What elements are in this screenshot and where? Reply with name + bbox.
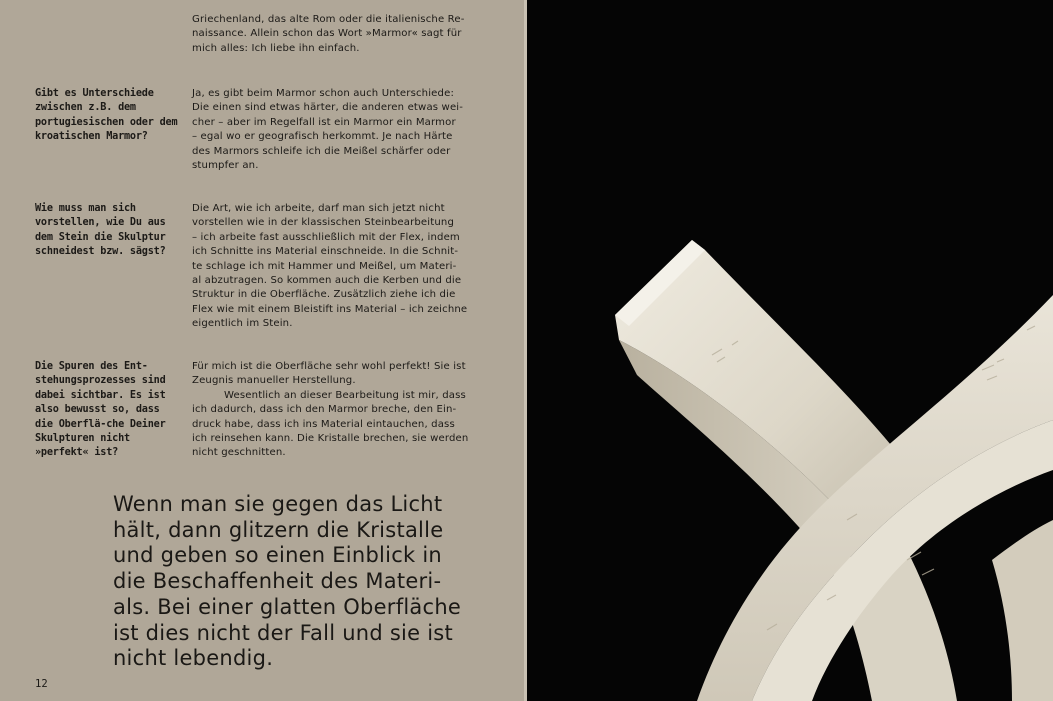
answer-line: Die Art, wie ich arbeite, darf man sich jetzt nicht: [192, 203, 445, 214]
sculpture-band-right: [992, 520, 1053, 701]
answer-line: naissance. Allein schon das Wort »Marmor« sagt für: [192, 28, 462, 40]
answer-line: des Marmors schleife ich die Meißel schärfer oder: [192, 145, 451, 157]
pull-quote-line: nicht lebendig.: [113, 646, 274, 671]
pull-quote-line: und geben so einen Einblick in: [113, 543, 442, 568]
pull-quote-line: die Beschaffenheit des Materi-: [113, 569, 442, 594]
answer-line: Flex wie mit einem Bleistift ins Material – ich zeichne: [192, 303, 468, 315]
answer-line: – egal wo er geografisch herkommt. Je nach Härte: [192, 131, 453, 143]
answer-line: Zeugnis manueller Herstellung.: [192, 375, 356, 387]
answer-marble-differences: [192, 87, 490, 173]
answer-line: eigentlich im Stein.: [192, 318, 293, 330]
text-page: [0, 0, 526, 701]
answer-line: Ja, es gibt beim Marmor schon auch Unterschiede:: [192, 88, 455, 99]
answer-line: Wesentlich an dieser Bearbeitung ist mir, dass: [224, 389, 466, 401]
answer-surface-traces: [192, 360, 490, 461]
page-number: 12: [35, 678, 48, 690]
answer-line: vorstellen wie in der klassischen Steinbearbeitung: [192, 217, 455, 229]
answer-line: druck habe, dass ich ins Material eintauchen, dass: [192, 418, 455, 430]
pull-quote-line: ist dies nicht der Fall und sie ist: [113, 620, 453, 645]
question-surface-traces: Die Spuren des Ent-stehungsprozesses sind dabei sichtbar. Es ist also bewusst so, dass die Oberflä-che Deiner Skulpturen nicht »perfekt« ist?: [35, 361, 166, 459]
answer-line: Für mich ist die Oberfläche sehr wohl perfekt! Sie ist: [192, 361, 466, 372]
answer-line: Die einen sind etwas härter, die anderen etwas wei-: [192, 102, 464, 114]
answer-line: nicht geschnitten.: [192, 447, 286, 459]
photo-page: [527, 0, 1053, 701]
answer-line: ich Schnitte ins Material einschneide. In die Schnit-: [192, 246, 459, 258]
answer-line: ich reinsehen kann. Die Kristalle brechen, sie werden: [192, 433, 469, 445]
answer-line: te schlage ich mit Hammer und Meißel, um Materi-: [192, 260, 457, 272]
answer-line: Struktur in die Oberfläche. Zusätzlich ziehe ich die: [192, 289, 456, 301]
question-marble-differences: Gibt es Unterschiede zwischen z.B. dem portugiesischen oder dem kroatischen Marmor?: [35, 88, 178, 143]
answer-line: Griechenland, das alte Rom oder die italienische Re-: [192, 14, 465, 25]
answer-line: ich dadurch, dass ich den Marmor breche, den Ein-: [192, 404, 457, 416]
answer-cutting-method: [192, 202, 490, 332]
pull-quote-line: hält, dann glitzern die Kristalle: [113, 517, 444, 542]
marble-sculpture-photo: [527, 0, 1053, 701]
pull-quote: [113, 492, 493, 672]
pull-quote-line: als. Bei einer glatten Oberfläche: [113, 594, 462, 619]
answer-line: cher – aber im Regelfall ist ein Marmor ein Marmor: [192, 116, 456, 128]
answer-line: mich alles: Ich liebe ihn einfach.: [192, 42, 360, 54]
answer-line: stumpfer an.: [192, 160, 259, 172]
pull-quote-line: Wenn man sie gegen das Licht: [113, 492, 443, 516]
question-cutting-method: Wie muss man sich vorstellen, wie Du aus dem Stein die Skulptur schneidest bzw. sägst?: [35, 203, 166, 258]
intro-answer: [192, 13, 490, 56]
answer-line: – ich arbeite fast ausschließlich mit der Flex, indem: [192, 231, 460, 243]
answer-line: al abzutragen. So kommen auch die Kerben und die: [192, 275, 462, 287]
